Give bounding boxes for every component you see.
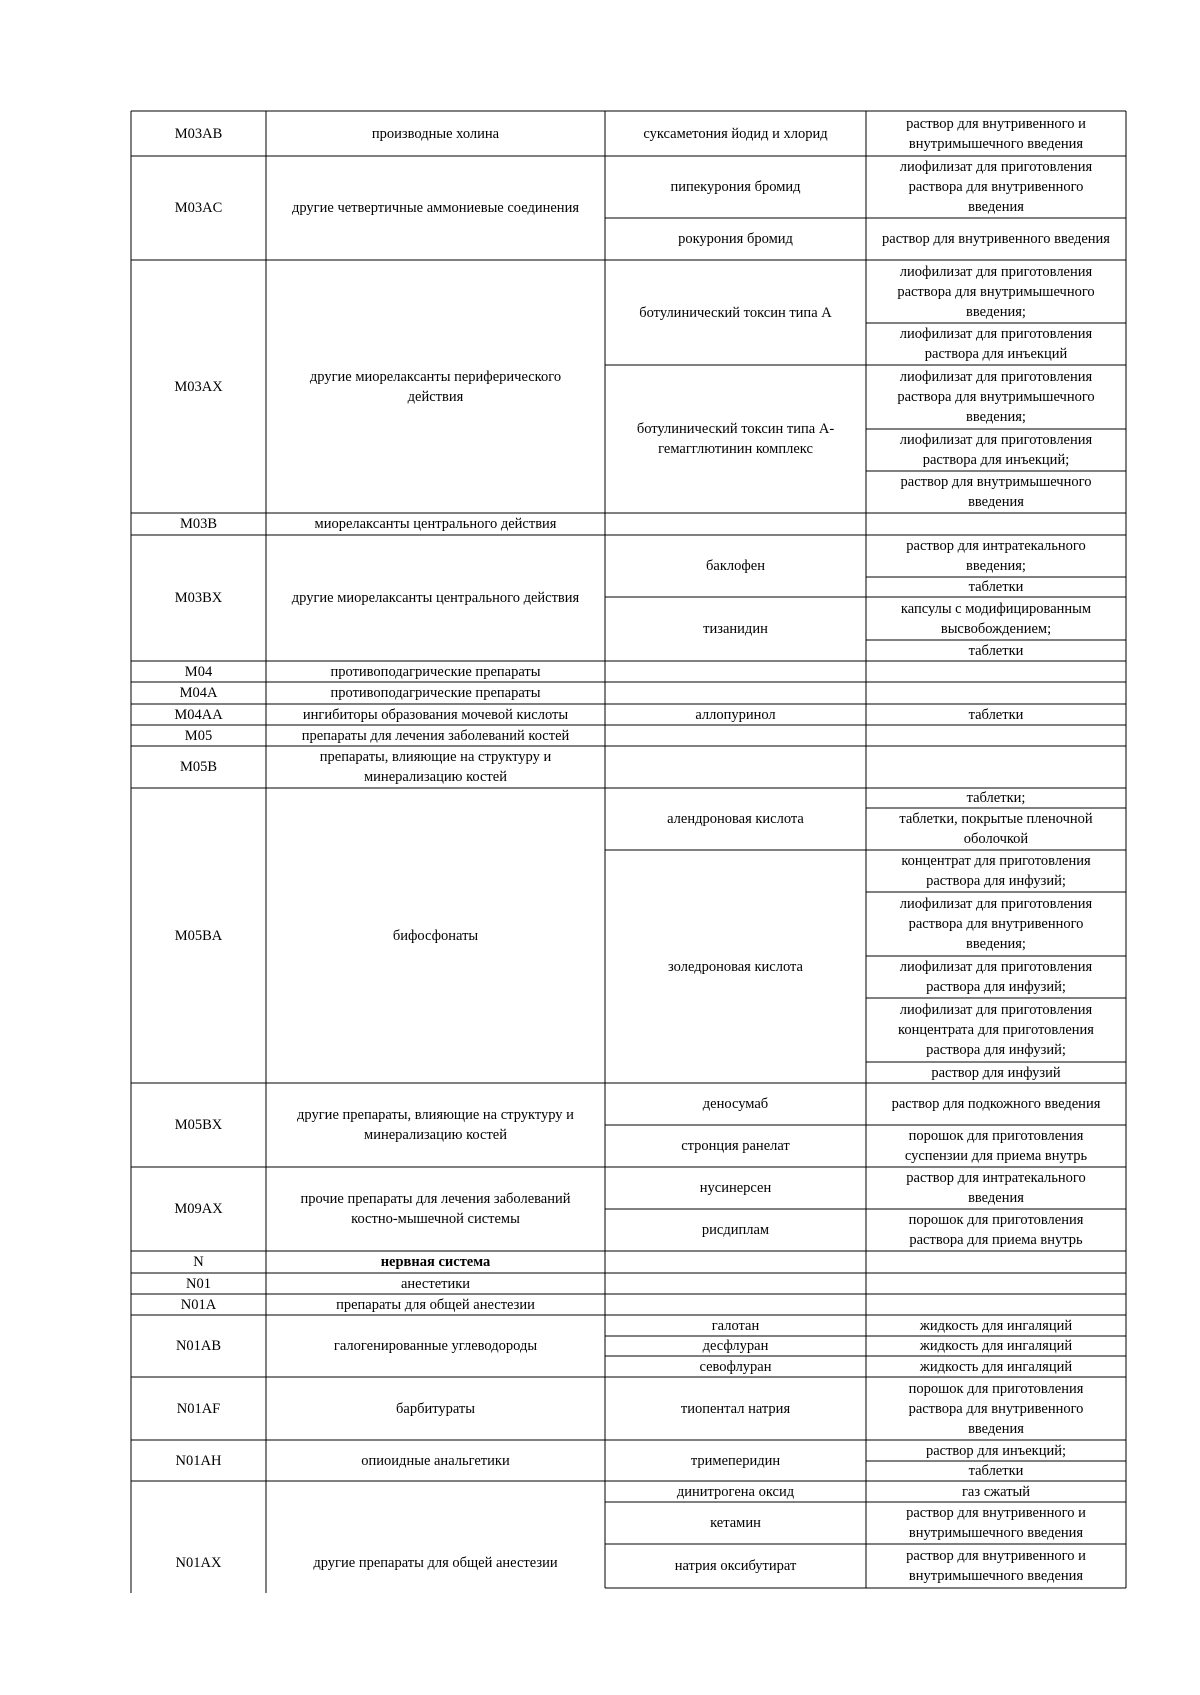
dosage-form: раствор для внутривенного и внутримышечного введения xyxy=(906,1548,1086,1584)
atc-code: M05BA xyxy=(174,927,223,944)
atc-code: M05 xyxy=(184,727,213,744)
dosage-form: раствор для внутривенного введения xyxy=(882,231,1110,247)
atc-code: N01 xyxy=(186,1275,211,1292)
dosage-form: лиофилизат для приготовления раствора для внутривенного введения; xyxy=(899,896,1093,952)
atc-code: M03AC xyxy=(174,200,223,216)
dosage-form: раствор для внутривенного и внутримышечного введения xyxy=(906,115,1086,152)
group-name: другие препараты для общей анестезии xyxy=(313,1555,558,1571)
atc-code: M04 xyxy=(184,663,213,680)
group-name: препараты для общей анестезии xyxy=(336,1296,535,1313)
dosage-form: жидкость для ингаляций xyxy=(919,1338,1073,1354)
atc-code: M03BX xyxy=(174,590,223,606)
drug-name: натрия оксибутират xyxy=(674,1558,797,1574)
dosage-form: раствор для внутривенного и внутримышечного введения xyxy=(906,1505,1086,1541)
dosage-form: таблетки, покрытые пленочной оболочкой xyxy=(899,811,1093,847)
atc-code: M03B xyxy=(179,516,218,532)
drug-name: стронция ранелат xyxy=(681,1138,790,1154)
atc-code: N01AH xyxy=(175,1452,222,1469)
dosage-form: концентрат для приготовления раствора для инфузий; xyxy=(901,853,1091,889)
dosage-form: таблетки xyxy=(968,1463,1024,1479)
drug-name: динитрогена оксид xyxy=(676,1483,795,1500)
dosage-form: жидкость для ингаляций xyxy=(919,1317,1073,1334)
group-name: бифосфонаты xyxy=(392,927,479,944)
dosage-form: лиофилизат для приготовления раствора для инъекций xyxy=(899,326,1093,362)
dosage-form: жидкость для ингаляций xyxy=(919,1358,1073,1375)
drug-name: аллопуринол xyxy=(695,706,776,723)
drug-name: нусинерсен xyxy=(699,1180,772,1196)
dosage-form: лиофилизат для приготовления раствора для внутримышечного введения; xyxy=(897,263,1095,320)
group-name: другие препараты, влияющие на структуру и минерализацию костей xyxy=(297,1107,574,1143)
atc-code: M05BX xyxy=(174,1117,223,1133)
dosage-form: раствор для интратекального введения; xyxy=(906,538,1086,574)
drug-name: ботулинический токсин типа А- гемагглютинин комплекс xyxy=(636,421,835,457)
drug-name: суксаметония йодид и хлорид xyxy=(643,125,828,142)
dosage-form: лиофилизат для приготовления концентрата для приготовления раствора для инфузий; xyxy=(898,1002,1094,1058)
dosage-form: раствор для интратекального введения xyxy=(906,1170,1086,1206)
group-name: нервная система xyxy=(380,1254,491,1270)
dosage-form: порошок для приготовления раствора для приема внутрь xyxy=(908,1212,1084,1248)
dosage-form: раствор для внутримышечного введения xyxy=(900,474,1092,510)
dosage-form: порошок для приготовления раствора для внутривенного введения xyxy=(908,1380,1084,1437)
dosage-form: раствор для инфузий xyxy=(931,1064,1061,1081)
dosage-form: таблетки xyxy=(968,642,1024,659)
group-name: препараты, влияющие на структуру и минерализацию костей xyxy=(319,749,552,785)
group-name: другие миорелаксанты центрального действия xyxy=(291,590,580,606)
dosage-form: порошок для приготовления суспензии для приема внутрь xyxy=(904,1128,1088,1164)
drug-name: золедроновая кислота xyxy=(668,958,803,975)
group-name: прочие препараты для лечения заболеваний костно-мышечной системы xyxy=(300,1191,571,1227)
atc-code: N01AF xyxy=(176,1400,221,1417)
group-name: другие миорелаксанты периферического действия xyxy=(309,368,562,405)
dosage-form: раствор для инъекций; xyxy=(925,1442,1067,1459)
drug-name: севофлуран xyxy=(699,1358,772,1375)
atc-code: M05B xyxy=(179,759,218,775)
drug-name: рисдиплам xyxy=(701,1222,770,1238)
atc-code: M03AX xyxy=(174,378,223,395)
dosage-form: таблетки xyxy=(968,706,1024,723)
atc-code: N01AB xyxy=(175,1338,222,1354)
atc-code: M04A xyxy=(179,685,218,701)
drug-name: тиопентал натрия xyxy=(680,1400,791,1417)
drug-name: деносумаб xyxy=(702,1096,769,1112)
group-name: анестетики xyxy=(400,1275,471,1292)
drug-name: ботулинический токсин типа А xyxy=(639,304,832,321)
group-name: противоподагрические препараты xyxy=(330,685,541,701)
group-name: галогенированные углеводороды xyxy=(333,1338,538,1354)
atc-code: M04AA xyxy=(174,706,223,723)
atc-code: N01A xyxy=(180,1296,217,1313)
drug-name: десфлуран xyxy=(702,1338,769,1354)
dosage-form: капсулы с модифицированным высвобождением; xyxy=(900,600,1092,637)
atc-code: M03AB xyxy=(174,125,223,142)
group-name: барбитураты xyxy=(396,1400,475,1417)
drug-name: тримеперидин xyxy=(690,1452,781,1469)
dosage-form: лиофилизат для приготовления раствора для внутримышечного введения; xyxy=(897,369,1095,425)
drug-name: кетамин xyxy=(710,1515,761,1531)
dosage-form: лиофилизат для приготовления раствора для внутривенного введения xyxy=(899,159,1093,215)
drug-name: алендроновая кислота xyxy=(667,811,804,827)
dosage-form: таблетки xyxy=(968,579,1024,595)
group-name: противоподагрические препараты xyxy=(330,663,541,680)
atc-code: N xyxy=(193,1254,204,1270)
atc-code: M09AX xyxy=(174,1201,223,1217)
group-name: миорелаксанты центрального действия xyxy=(314,516,557,532)
drug-name: рокурония бромид xyxy=(678,231,793,247)
drug-name: галотан xyxy=(711,1317,760,1334)
group-name: производные холина xyxy=(371,125,500,142)
drug-name: пипекурония бромид xyxy=(670,179,801,195)
group-name: опиоидные анальгетики xyxy=(361,1452,510,1469)
dosage-form: раствор для подкожного введения xyxy=(891,1096,1101,1112)
group-name: препараты для лечения заболеваний костей xyxy=(301,727,570,744)
group-name: ингибиторы образования мочевой кислоты xyxy=(302,706,569,723)
dosage-form: лиофилизат для приготовления раствора для инфузий; xyxy=(899,959,1093,995)
dosage-form: лиофилизат для приготовления раствора для инъекций; xyxy=(899,432,1093,468)
dosage-form: газ сжатый xyxy=(961,1483,1031,1500)
dosage-form: таблетки; xyxy=(966,790,1026,806)
group-name: другие четвертичные аммониевые соединения xyxy=(292,200,579,216)
drug-name: баклофен xyxy=(706,558,765,574)
atc-code: N01AX xyxy=(175,1555,222,1571)
drug-name: тизанидин xyxy=(703,621,768,637)
